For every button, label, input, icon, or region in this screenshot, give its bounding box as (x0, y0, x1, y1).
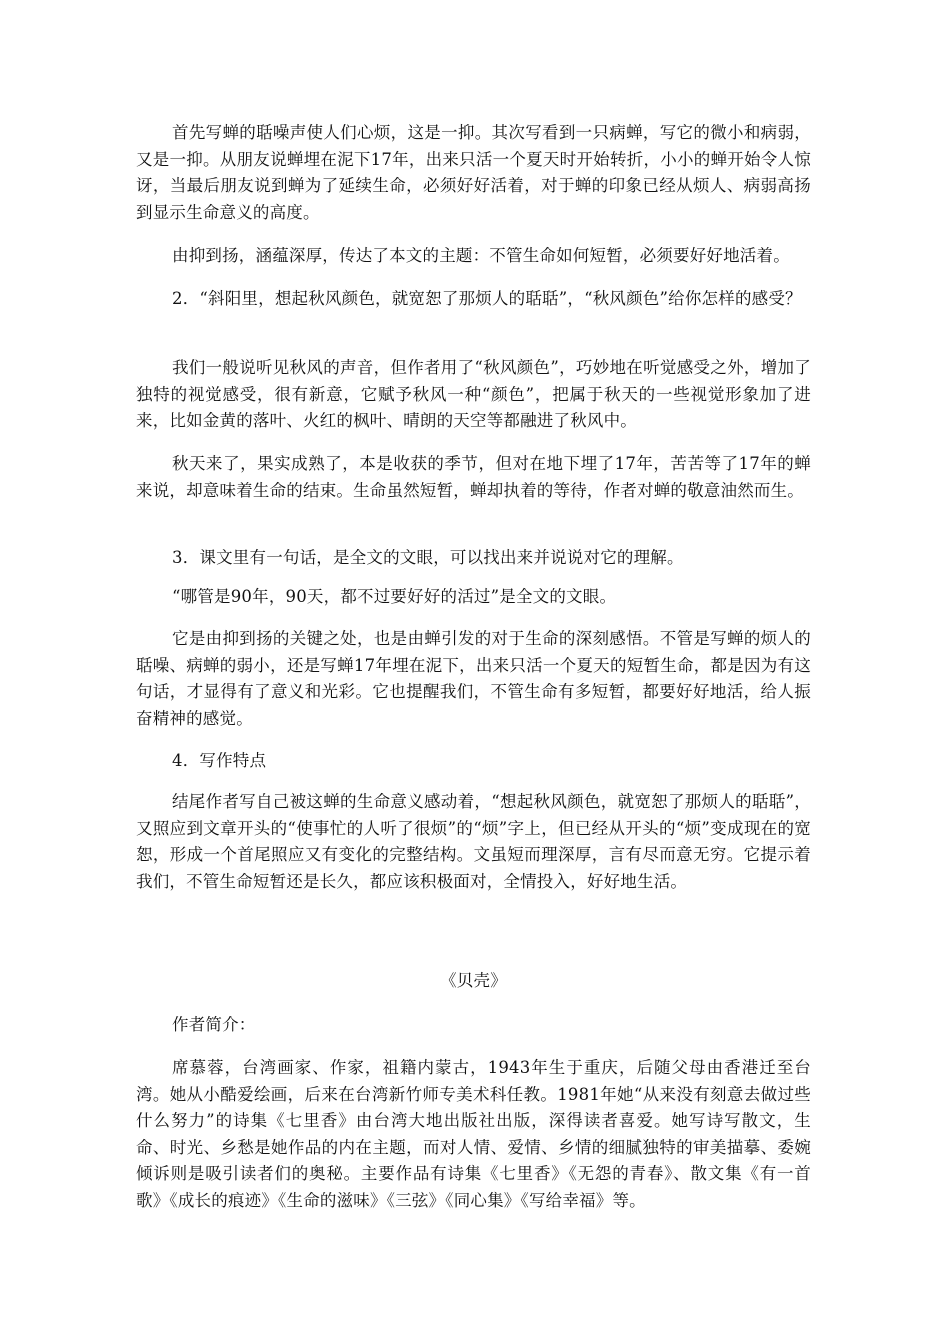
paragraph-author-biography: 席慕蓉，台湾画家、作家，祖籍内蒙古，1943年生于重庆，后随父母由香港迁至台湾。她从小酷爱绘画，后来在台湾新竹师专美术科任教。1981年她“从来没有刻意去做过些什么努力”的诗集《七里香》由台湾大地出版社出版，深得读者喜爱。她写诗写散文，生命、时光、乡愁是她作品的内在主题，而对人情、爱情、乡情的细腻独特的审美描摹、委婉倾诉则是吸引读者们的奥秘。主要作品有诗集《七里香》《无怨的青春》、散文集《有一首歌》《成长的痕迹》《生命的滋味》《三弦》《同心集》《写给幸福》等。 (136, 1058, 811, 1210)
paragraph-autumn-harvest: 秋天来了，果实成熟了，本是收获的季节，但对在地下埋了17年，苦苦等了17年的蝉来说，却意味着生命的结束。生命虽然短暂，蝉却执着的等待，作者对蝉的敬意油然而生。 (136, 454, 811, 500)
paragraph-ending-analysis: 结尾作者写自己被这蝉的生命意义感动着，“想起秋风颜色，就宽恕了那烦人的聒聒”，又照应到文章开头的“使事忙的人听了很烦”的“烦”字上，但已经从开头的“烦”变成现在的宽恕，形成一个首尾照应又有变化的完整结构。文虽短而理深厚，言有尽而意无穷。它提示着我们，不管生命短暂还是长久，都应该积极面对，全情投入，好好地生活。 (136, 792, 811, 891)
paragraph-key-sentence: “哪管是90年，90天，都不过要好好的活过”是全文的文眼。 (172, 587, 617, 606)
question-2: 2．“斜阳里，想起秋风颜色，就宽恕了那烦人的聒聒”，“秋风颜色”给你怎样的感受？ (172, 289, 802, 308)
section-writing-features: 4．写作特点 (172, 751, 267, 770)
paragraph-key-sentence-analysis: 它是由抑到扬的关键之处，也是由蝉引发的对于生命的深刻感悟。不管是写蝉的烦人的聒噪、病蝉的弱小，还是写蝉17年埋在泥下，出来只活一个夏天的短暂生命，都是因为有这句话，才显得有了意义和光彩。它也提醒我们，不管生命有多短暂，都要好好地活，给人振奋精神的感觉。 (136, 629, 811, 728)
paragraph-suppress-analysis: 首先写蝉的聒噪声使人们心烦，这是一抑。其次写看到一只病蝉，写它的微小和病弱，又是一抑。从朋友说蝉埋在泥下17年，出来只活一个夏天时开始转折，小小的蝉开始令人惊讶，当最后朋友说到蝉为了延续生命，必须好好活着，对于蝉的印象已经从烦人、病弱高扬到显示生命意义的高度。 (136, 123, 811, 222)
paragraph-autumn-wind-color: 我们一般说听见秋风的声音，但作者用了“秋风颜色”，巧妙地在听觉感受之外，增加了独特的视觉感受，很有新意，它赋予秋风一种“颜色”，把属于秋天的一些视觉形象加了进来，比如金黄的落叶、火红的枫叶、晴朗的天空等都融进了秋风中。 (136, 358, 811, 431)
paragraph-theme: 由抑到扬，涵蕴深厚，传达了本文的主题：不管生命如何短暂，必须要好好地活着。 (172, 246, 790, 265)
question-3: 3．课文里有一句话，是全文的文眼，可以找出来并说说对它的理解。 (172, 548, 684, 567)
section-author-intro-heading: 作者简介： (172, 1015, 256, 1034)
section-title-shell: 《贝壳》 (440, 971, 507, 990)
